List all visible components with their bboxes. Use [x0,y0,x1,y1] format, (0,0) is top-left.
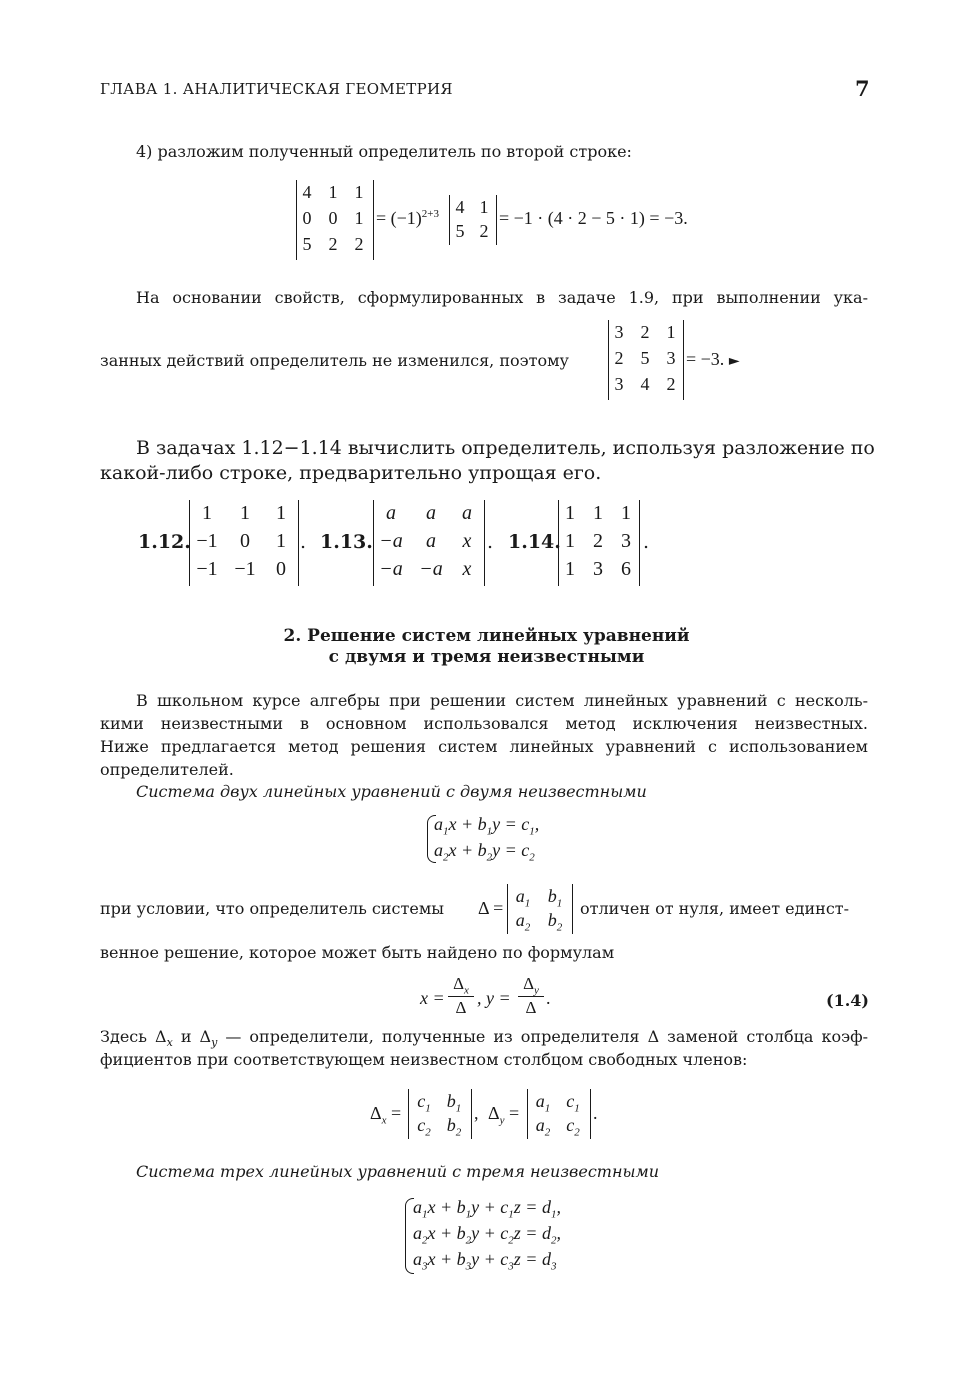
conclusion-result: = −3. ► [686,349,740,369]
delta-matrix: $a_1$ $b_1$ $a_2$ $b_2$ [507,884,573,934]
formula-y-bar [518,996,544,997]
conclusion-line1: На основании свойств, сформулированных в задаче 1.9, при выполнении ука- [136,288,868,307]
three-var-eq2: $a_2x + b_2y + c_2z = d_2$, [413,1223,561,1247]
solution-line: венное решение, которое может быть найдено по формулам [100,943,615,962]
here-line2: фициентов при соответствующем неизвестном столбцом свободных членов: [100,1050,748,1069]
step4-det3: 4 1 1 0 0 1 5 2 2 [296,180,374,260]
delta-eq: Δ = [478,898,504,918]
task-line2: какой-либо строке, предварительно упрощая его. [100,462,602,484]
problem-1-13-tail: . [487,531,494,553]
problem-1-14-matrix: 1 1 1 1 2 3 1 3 6 [558,500,640,586]
formula-x-bar [448,996,474,997]
formula-end: . [546,988,551,1008]
page-number: 7 [855,76,870,101]
dx-matrix: $c_1$ $b_1$ $c_2$ $b_2$ [408,1089,472,1139]
formula-x-denominator: Δ [455,998,467,1017]
two-var-eq2: $a_2x + b_2y = c_2$ [434,840,535,864]
two-var-eq1: $a_1x + b_1y = c_1$, [434,814,540,838]
dy-label: $\Delta_y$ = [488,1103,520,1127]
problem-1-14-tail: . [643,531,650,553]
three-var-eq3: $a_3x + b_3y + c_3z = d_3$ [413,1249,557,1273]
problem-1-12-tail: . [300,531,307,553]
problem-1-13-matrix: a a a −a a x −a −a x [373,500,485,586]
intro-line4: определителей. [100,760,234,779]
intro-line2: кими неизвестными в основном использовался метод исключения неизвестных. [100,714,868,733]
formula-y-numerator: $\Delta_y$ [523,974,539,997]
step4-eq1: = $(-1)^{2+3}$ [376,208,440,228]
problem-1-12-label: 1.12. [138,531,191,553]
problem-1-14-label: 1.14. [508,531,561,553]
section-title-line2: с двумя и тремя неизвестными [328,647,645,667]
formula-y-denominator: Δ [525,998,537,1017]
dx-label: $\Delta_x$ = [370,1103,402,1127]
dy-matrix: $a_1$ $c_1$ $a_2$ $c_2$ [527,1089,591,1139]
here-line1: Здесь $\Delta_x$ и $\Delta_y$ — определители, полученные из определителя Δ заменой столбца коэф- [100,1027,868,1050]
step4-text: 4) разложим полученный определитель по второй строке: [136,142,632,161]
equation-number: (1.4) [826,991,869,1010]
step4-eq2: = −1 · (4 · 2 − 5 · 1) = −3. [499,208,688,228]
end-of-solution-icon: ► [728,353,740,369]
formula-x-eq: x = [420,988,445,1008]
conclusion-det: 3 2 1 2 5 3 3 4 2 [608,320,684,400]
dy-end: . [593,1103,598,1123]
running-title: ГЛАВА 1. АНАЛИТИЧЕСКАЯ ГЕОМЕТРИЯ [100,80,453,98]
problem-1-13-label: 1.13. [320,531,373,553]
formula-y-eq: , y = [477,988,511,1008]
condition-after: отличен от нуля, имеет единст- [580,899,850,918]
section-title-line1: 2. Решение систем линейных уравнений [283,626,690,646]
problem-1-12-matrix: 1 1 1 −1 0 1 −1 −1 0 [189,500,299,586]
formula-x-numerator: $\Delta_x$ [453,974,469,997]
three-var-heading: Система трех линейных уравнений с тремя неизвестными [136,1162,660,1181]
intro-line1: В школьном курсе алгебры при решении систем линейных уравнений с несколь- [136,691,868,710]
task-line1: В задачах 1.12−1.14 вычислить определитель, используя разложение по [136,437,875,459]
condition-before: при условии, что определитель системы [100,899,445,918]
three-var-eq1: $a_1x + b_1y + c_1z = d_1$, [413,1197,561,1221]
step4-det2: 4 1 5 2 [449,195,497,245]
conclusion-line2: занных действий определитель не изменился, поэтому [100,351,569,370]
dx-dy-separator: , [474,1103,479,1123]
two-var-heading: Система двух линейных уравнений с двумя неизвестными [136,782,647,801]
intro-line3: Ниже предлагается метод решения систем линейных уравнений с использованием [100,737,868,756]
